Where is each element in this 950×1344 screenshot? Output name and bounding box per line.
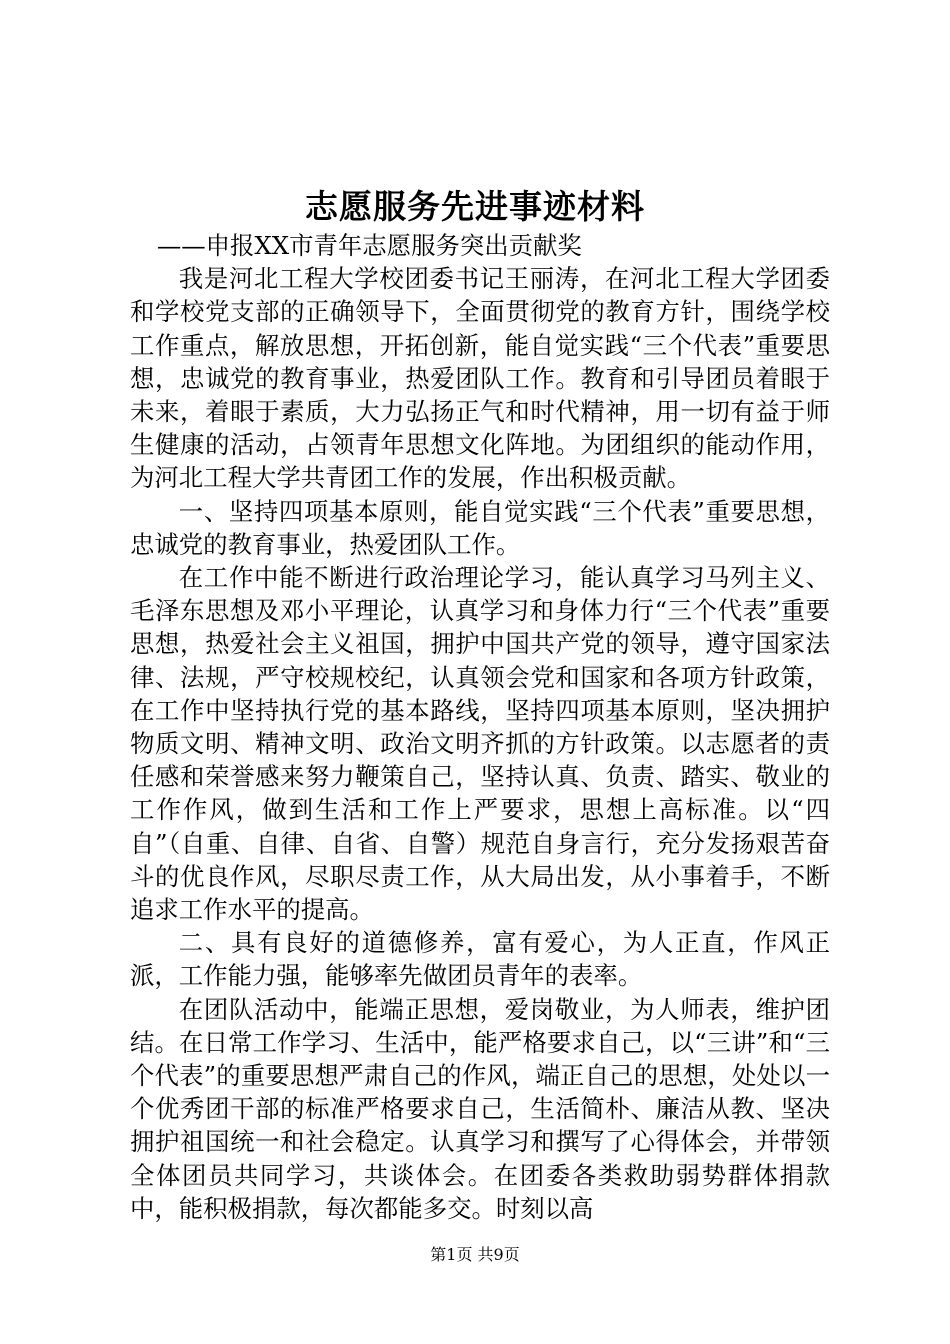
section-heading-1: 一、坚持四项基本原则，能自觉实践“三个代表”重要思想，忠诚党的教育事业，热爱团队工作。 (130, 496, 830, 559)
document-subtitle: ——申报XX市青年志愿服务突出贡献奖 (156, 231, 582, 260)
paragraph-section-1: 在工作中能不断进行政治理论学习，能认真学习马列主义、毛泽东思想及邓小平理论，认真学习和身体力行“三个代表”重要思想，热爱社会主义祖国，拥护中国共产党的领导，遵守国家法律、法规，严守校规校纪，认真领会党和国家和各项方针政策，在工作中坚持执行党的基本路线，坚持四项基本原则，坚决拥护物质文明、精神文明、政治文明齐抓的方针政策。以志愿者的责任感和荣誉感来努力鞭策自己，坚持认真、负责、踏实、敬业的工作作风，做到生活和工作上严要求，思想上高标准。以“四自”（自重、自律、自省、自警）规范自身言行，充分发扬艰苦奋斗的优良作风，尽职尽责工作，从大局出发，从小事着手，不断追求工作水平的提高。 (130, 563, 830, 925)
document-body (130, 229, 830, 1225)
document-title: 志愿服务先进事迹材料 (305, 187, 645, 226)
paragraph-intro: 我是河北工程大学校团委书记王丽涛，在河北工程大学团委和学校党支部的正确领导下，全面贯彻党的教育方针，围绕学校工作重点，解放思想，开拓创新，能自觉实践“三个代表”重要思想，忠诚党的教育事业，热爱团队工作。教育和引导团员着眼于未来，着眼于素质，大力弘扬正气和时代精神，用一切有益于师生健康的活动，占领青年思想文化阵地。为团组织的能动作用，为河北工程大学共青团工作的发展，作出积极贡献。 (130, 264, 830, 493)
section-heading-2: 二、具有良好的道德修养，富有爱心，为人正直，作风正派，工作能力强，能够率先做团员青年的表率。 (130, 928, 830, 991)
page-number-footer: 第1页 共9页 (430, 1245, 520, 1264)
paragraph-section-2: 在团队活动中，能端正思想，爱岗敬业，为人师表，维护团结。在日常工作学习、生活中，能严格要求自己，以“三讲”和“三个代表”的重要思想严肃自己的作风，端正自己的思想，处处以一个优秀团干部的标准严格要求自己，生活简朴、廉洁从教、坚决拥护祖国统一和社会稳定。认真学习和撰写了心得体会，并带领全体团员共同学习，共谈体会。在团委各类救助弱势群体捐款中，能积极捐款，每次都能多交。时刻以高 (130, 994, 830, 1223)
